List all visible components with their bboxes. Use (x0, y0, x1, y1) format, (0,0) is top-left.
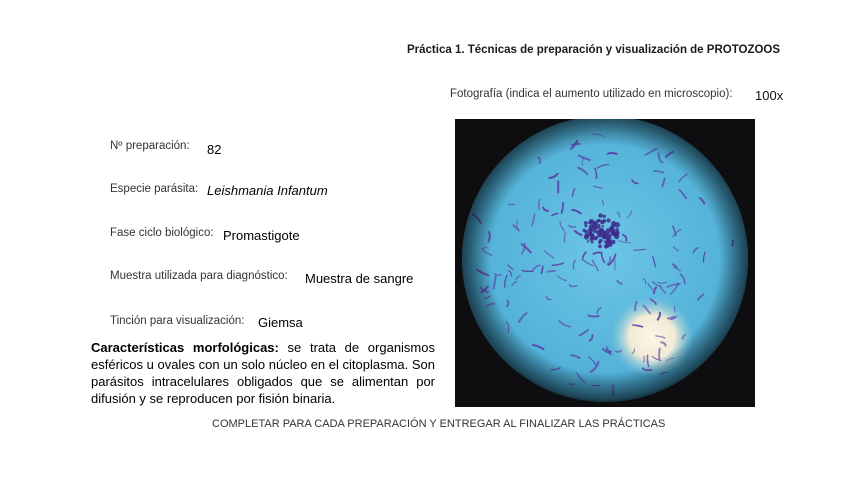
preparation-number-value: 82 (207, 142, 222, 157)
diagnostic-sample-label: Muestra utilizada para diagnóstico: (110, 270, 288, 282)
diagnostic-sample-value: Muestra de sangre (305, 271, 414, 286)
life-cycle-phase-value: Promastigote (223, 228, 300, 243)
morphology-text: se trata de organismos esféricos u ovales con un solo núcleo en el citoplasma. Son parásitos intracelulares obligados que se alimentan por difusión y se reproducen por fisión binaria. (91, 340, 435, 406)
preparation-number-label: Nº preparación: (110, 140, 190, 152)
morphology-paragraph (91, 339, 435, 407)
staining-label: Tinción para visualización: (110, 315, 245, 327)
photo-label: Fotografía (indica el aumento utilizado en microscopio): (450, 88, 733, 100)
staining-value: Giemsa (258, 315, 303, 330)
page-title: Práctica 1. Técnicas de preparación y visualización de PROTOZOOS (407, 44, 781, 56)
microscope-photo (455, 119, 755, 407)
footer-instruction: COMPLETAR PARA CADA PREPARACIÓN Y ENTREGAR AL FINALIZAR LAS PRÁCTICAS (212, 418, 666, 430)
parasite-species-label: Especie parásita: (110, 183, 199, 195)
morphology-label: Características morfológicas: (91, 340, 279, 355)
microscope-image (455, 119, 755, 407)
photo-magnification: 100x (755, 88, 784, 103)
parasite-species-value: Leishmania Infantum (207, 183, 328, 198)
life-cycle-phase-label: Fase ciclo biológico: (110, 227, 214, 239)
